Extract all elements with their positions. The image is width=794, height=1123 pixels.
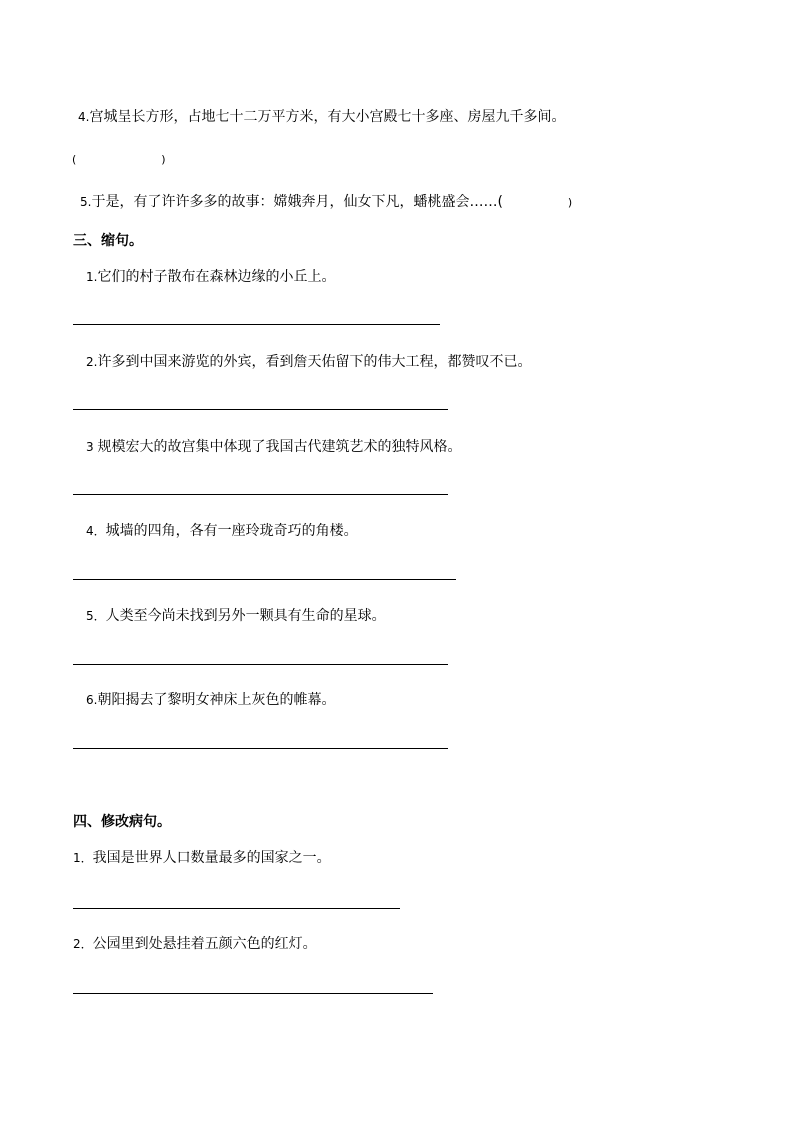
item-number: 2.	[86, 355, 98, 369]
item-text: 城墙的四角，各有一座玲珑奇巧的角楼。	[105, 523, 358, 539]
answer-line-3-2[interactable]	[73, 409, 448, 410]
item-text: 许多到中国来游览的外宾，看到詹天佑留下的伟大工程，都赞叹不已。	[97, 354, 532, 370]
item-number: 1.	[86, 270, 98, 284]
item-text: 公园里到处悬挂着五颜六色的红灯。	[92, 936, 317, 952]
question-5-number: 5.	[80, 195, 92, 209]
question-4-number: 4.	[78, 110, 90, 124]
item-number: 3	[86, 440, 98, 454]
question-5-paren-close: )	[567, 196, 573, 209]
question-4	[78, 107, 565, 127]
item-text: 它们的村子散布在森林边缘的小丘上。	[97, 269, 336, 285]
answer-line-3-4[interactable]	[73, 579, 456, 580]
question-4-answer-blank[interactable]	[72, 150, 166, 170]
answer-line-4-2[interactable]	[73, 993, 433, 994]
section-3-item-2	[86, 352, 531, 372]
answer-line-3-1[interactable]	[73, 324, 440, 325]
section-3-item-6	[86, 690, 335, 710]
section-3-item-3	[86, 437, 461, 457]
section-3-item-1	[86, 267, 335, 287]
answer-line-3-3[interactable]	[73, 494, 448, 495]
section-3-item-4	[86, 521, 358, 541]
answer-line-3-6[interactable]	[73, 748, 448, 749]
paren-close: )	[161, 153, 166, 166]
item-text: 规模宏大的故宫集中体现了我国古代建筑艺术的独特风格。	[97, 439, 462, 455]
section-3-title: 三、缩句。	[73, 233, 143, 249]
item-number: 4．	[86, 524, 106, 538]
item-number: 6.	[86, 693, 98, 707]
item-number: 2．	[73, 937, 93, 951]
section-4-item-1	[73, 848, 331, 868]
answer-line-4-1[interactable]	[73, 908, 400, 909]
item-number: 1．	[73, 851, 93, 865]
item-text: 我国是世界人口数量最多的国家之一。	[92, 850, 331, 866]
answer-line-3-5[interactable]	[73, 664, 448, 665]
paren-open: (	[72, 153, 77, 166]
question-5	[80, 192, 572, 213]
section-4-title: 四、修改病句。	[73, 814, 171, 830]
section-4-item-2	[73, 934, 317, 954]
item-text: 人类至今尚未找到另外一颗具有生命的星球。	[105, 608, 386, 624]
section-3-item-5	[86, 606, 386, 626]
question-5-text: 于是，有了许许多多的故事：嫦娥奔月，仙女下凡，蟠桃盛会……(	[91, 194, 503, 210]
question-4-text: 宫城呈长方形，占地七十二万平方米，有大小宫殿七十多座、房屋九千多间。	[89, 109, 566, 125]
item-number: 5．	[86, 609, 106, 623]
item-text: 朝阳揭去了黎明女神床上灰色的帷幕。	[97, 692, 336, 708]
